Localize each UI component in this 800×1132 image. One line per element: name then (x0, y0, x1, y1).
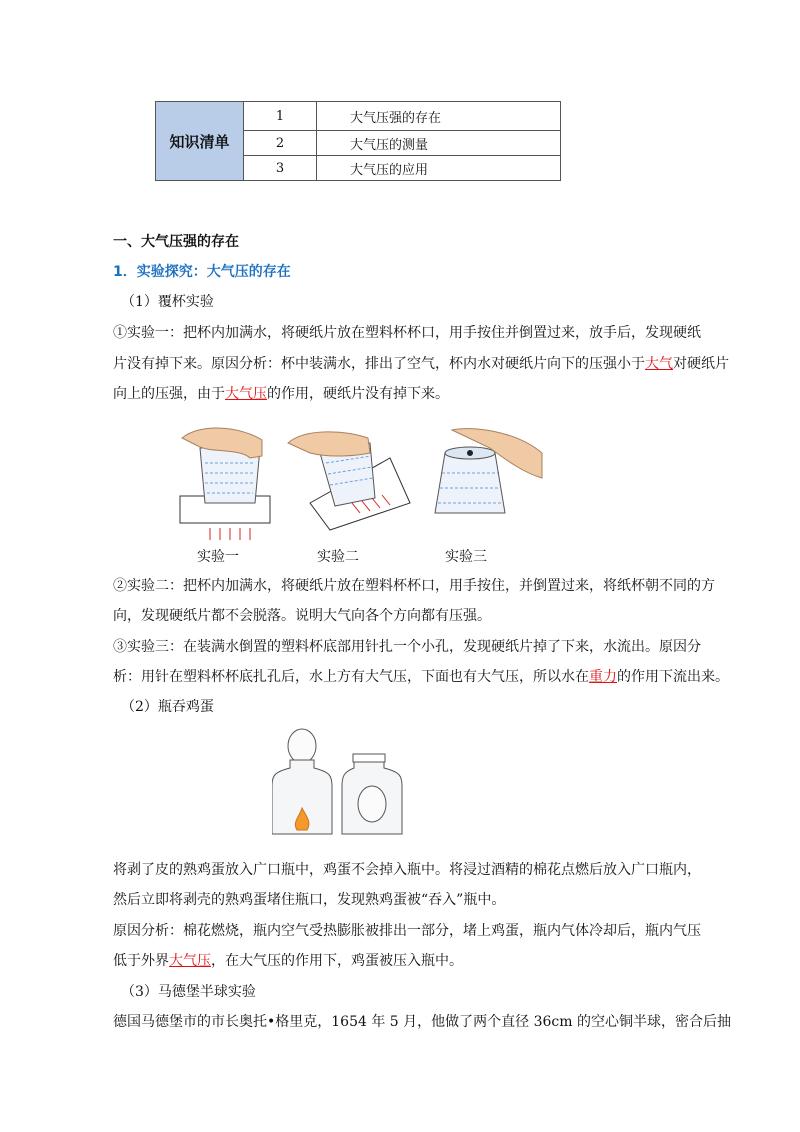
figure-caption: 实验二 (317, 549, 359, 565)
paragraph-line: ①实验一：把杯内加满水，将硬纸片放在塑料杯杯口，用手按住并倒置过来，放手后，发现硬纸 (113, 325, 701, 341)
table-row-text: 大气压的应用 (317, 156, 561, 181)
answer-blank: 大气压 (225, 386, 267, 402)
cup-experiment-illustration (170, 418, 550, 543)
table-row-num: 3 (244, 156, 317, 181)
figure-caption: 实验一 (197, 549, 239, 565)
paragraph-line: 向上的压强，由于大气压的作用，硬纸片没有掉下来。 (113, 386, 449, 402)
paragraph-line: 低于外界大气压，在大气压的作用下，鸡蛋被压入瓶中。 (113, 953, 463, 969)
subsection-title: 1．实验探究：大气压的存在 (113, 264, 291, 280)
table-row-num: 1 (244, 102, 317, 131)
answer-blank: 大气 (645, 356, 673, 372)
item-heading: （2）瓶吞鸡蛋 (121, 699, 214, 715)
table-header: 知识清单 (156, 102, 244, 181)
paragraph-line: 片没有掉下来。原因分析：杯中装满水，排出了空气，杯内水对硬纸片向下的压强小于大气对硬纸片 (113, 356, 729, 372)
paragraph-line: 向，发现硬纸片都不会脱落。说明大气向各个方向都有压强。 (113, 608, 491, 624)
figure-caption: 实验三 (445, 549, 487, 565)
egg-bottle-illustration (272, 728, 407, 840)
knowledge-table (155, 101, 561, 181)
answer-blank: 重力 (589, 669, 617, 685)
paragraph-line: ②实验二：把杯内加满水，将硬纸片放在塑料杯杯口，用手按住，并倒置过来，将纸杯朝不同的方 (113, 578, 715, 594)
paragraph-line: 析：用针在塑料杯杯底扎孔后，水上方有大气压，下面也有大气压，所以水在重力的作用下流出来。 (113, 669, 729, 685)
table-row-text: 大气压的测量 (317, 131, 561, 156)
item-heading: （1）覆杯实验 (121, 294, 214, 310)
section-title: 一、大气压强的存在 (113, 234, 239, 250)
answer-blank: 大气压 (169, 953, 211, 969)
paragraph-line: ③实验三：在装满水倒置的塑料杯底部用针扎一个小孔，发现硬纸片掉了下来，水流出。原因分 (113, 639, 701, 655)
paragraph-line: 然后立即将剥壳的熟鸡蛋堵住瓶口，发现熟鸡蛋被“吞入”瓶中。 (113, 892, 506, 908)
paragraph-line: 将剥了皮的熟鸡蛋放入广口瓶中，鸡蛋不会掉入瓶中。将浸过酒精的棉花点燃后放入广口瓶内， (113, 862, 701, 878)
table-row-text: 大气压强的存在 (317, 102, 561, 131)
table-row-num: 2 (244, 131, 317, 156)
paragraph-line: 德国马德堡市的市长奥托•格里克，1654 年 5 月，他做了两个直径 36cm 的空心铜半球，密合后抽 (113, 1014, 731, 1030)
paragraph-line: 原因分析：棉花燃烧，瓶内空气受热膨胀被排出一部分，堵上鸡蛋，瓶内气体冷却后，瓶内气压 (113, 923, 701, 939)
item-heading: （3）马德堡半球实验 (121, 984, 256, 1000)
